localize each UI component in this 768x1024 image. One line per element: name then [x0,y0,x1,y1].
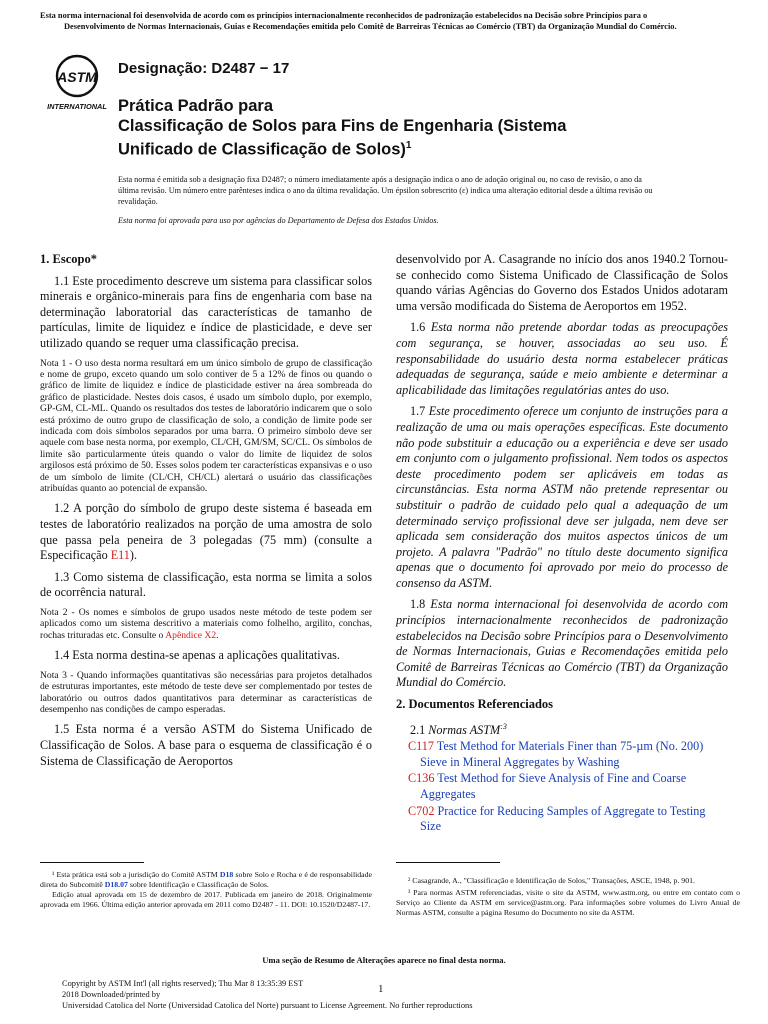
footnote-2: ² Casagrande, A., "Classificação e Identificação de Solos," Transações, ASCE, 1948, p. 901. [408,876,695,885]
footnote-divider-left [40,862,144,863]
note-1: Nota 1 - O uso desta norma resultará em um único símbolo de grupo de classificação e nome de grupo, exceto quando um solo contiver de 5 a 12% de finos ou quando o gráfico de limite de liquidez e índice de plasticidade estiver na área sombreada do gráfico de plasticidade. Nestes dois casos, é usado um símbolo duplo, por exemplo, GP-GM, CL-ML. Quando os resultados dos testes de laboratório indicarem que o solo está próximo de outro grupo de classificação de solo, a condição de limite pode ser indicada com dois símbolos separados por uma barra. O primeiro símbolo deve ser aquele com base nesta norma, por exemplo, CL/CH, GM/SM, SC/CL. Os símbolos de limite são particularmente úteis quando o valor do limite de liquidez de solos argilosos está próximo de 50. Esses solos podem ter características expansivas e o uso de um símbolo de limite (CL/CH, CH/CL) alertará o usuário das classificações atribuídas quanto ao potencial de expansão. [40,357,372,495]
summary-of-changes-notice: Uma seção de Resumo de Alterações aparece no final desta norma. [262,955,506,965]
document-title [118,96,678,160]
header-notice-line1: Esta norma internacional foi desenvolvida de acordo com os princípios internacionalmente reconhecidos de padronização estabelecidos na Decisão sobre Princípios para o [40,11,648,20]
footnote-1: ¹ Esta prática está sob a jurisdição do Comitê ASTM D18 sobre Solo e Rocha e é de responsabilidade direta do Subcomitê D18.07 sobre Identificação e Classificação de Solos. [40,870,372,889]
astm-logo [44,52,110,114]
copyright-line3: Universidad Catolica del Norte (Universidad Catolica del Norte) pursuant to License Agreement. No further reproductions [62,1001,473,1010]
ref-title-link[interactable]: Practice for Reducing Samples of Aggregate to Testing Size [420,803,706,834]
ref-title-link[interactable]: Test Method for Materials Finer than 75-µm (No. 200) Sieve in Mineral Aggregates by Washing [420,739,704,769]
footnote-divider-right [396,862,500,863]
link-appendix-x2[interactable]: Apêndice X2 [165,629,217,641]
title-line2: Classificação de Solos para Fins de Engenharia (Sistema [118,117,567,135]
footnote-3: ³ Para normas ASTM referenciadas, visite o site da ASTM, www.astm.org, ou entre em contato com o Serviço ao Cliente da ASTM em service@astm.org. Para informações sobre volumes do Livro Anual de Normas ASTM, consulte a página Resumo do Documento no site da ASTM. [396,888,740,917]
section-2-heading: 2. Documentos Referenciados [396,697,554,712]
link-d18[interactable]: D18 [219,870,234,879]
header-notice-line2: Desenvolvimento de Normas Internacionais, Guias e Recomendações emitida pelo Comitê de Barreiras Técnicas ao Comércio (TBT) da Organização Mundial do Comércio. [64,22,677,31]
footnote-1-edition: Edição atual aprovada em 15 de dezembro de 2017. Publicada em janeiro de 2018. Originalmente aprovada em 1966. Última edição anterior aprovada em 2011 como D2487 - 11. DOI: 10.1520/D2487-17. [40,890,372,909]
title-line3: Unificado de Classificação de Solos)$^1$ [118,140,412,159]
para-1-1: 1.1 Este procedimento descreve um sistema para classificar solos minerais e orgânico-minerais para fins de engenharia com base na determinação laboratorial das características de tamanho de partículas, limite de liquidez e índice de plasticidade, e deve ser utilizado quando se requer uma classificação precisa. [40,273,372,350]
right-column [396,252,728,836]
logo-subtext: INTERNATIONAL [47,102,107,111]
approval-statement: Esta norma foi aprovada para uso por agências do Departamento de Defesa dos Estados Unidos. [118,216,439,225]
link-e11[interactable]: E11 [110,548,130,563]
note-3: Nota 3 - Quando informações quantitativas são necessárias para projetos detalhados de estruturas importantes, este método de teste deve ser complementado por testes de laboratório ou outros dados quantitativos para determinar as características de desempenho nas condições de campo esperadas. [40,669,372,716]
header-notice [40,10,745,32]
link-d18-07[interactable]: D18.07 [104,880,128,889]
logo-text: ASTM [57,69,97,85]
reference-item [408,771,728,802]
note-2: Nota 2 - Os nomes e símbolos de grupo usados neste método de teste podem ser aplicados como um sistema descritivo a materiais como folhelho, argilito, conchas, rochas trituradas etc. Consulte o Apêndice X2. [40,607,372,641]
para-1-2: 1.2 A porção do símbolo de grupo deste sistema é baseada em testes de laboratório realizados na porção de uma amostra de solo que passa pela peneira de 3 polegadas (75 mm) (consulte a Especificação E11). [40,501,372,563]
ref-code-link[interactable]: C702 [408,803,435,818]
title-footnote-ref[interactable]: 1 [405,140,412,151]
para-1-8: 1.8 Esta norma internacional foi desenvolvida de acordo com princípios internacionalmente reconhecidos de padronização estabelecidos na Decisão sobre Princípios para o Desenvolvimento de Normas Internacionais, Guias e Recomendações emitida pelo Comitê de Barreiras Técnicas ao Comércio (TBT) da Organização Mundial do Comércio. [396,597,729,690]
title-line1: Prática Padrão para [118,97,273,115]
issuance-statement: Esta norma é emitida sob a designação fixa D2487; o número imediatamente após a designação indica o ano de adoção original ou, no caso de revisão, o ano da última revisão. Um número entre parênteses indica o ano da última revalidação. Um épsilon sobrescrito (ε) indica uma alteração editorial desde a última revisão ou revalidação. [118,175,653,206]
section-1-heading: 1. Escopo* [40,252,97,266]
designation: Designação: D2487 − 17 [118,60,290,77]
para-1-4: 1.4 Esta norma destina-se apenas a aplicações qualitativas. [54,648,340,663]
footnotes-right [396,876,740,918]
para-1-6: 1.6 Esta norma não pretende abordar todas as preocupações com segurança, se houver, associadas ao seu uso. É responsabilidade do usuário desta norma estabelecer práticas adequadas de segurança, saúde e meio ambiente e determinar a aplicabilidade das limitações regulatórias antes do uso. [396,320,728,397]
ref-title-link[interactable]: Test Method for Sieve Analysis of Fine and Coarse Aggregates [420,771,687,802]
ref-code-link[interactable]: C136 [408,771,435,786]
left-column [40,252,372,775]
para-1-5-continued: desenvolvido por A. Casagrande no início dos anos 1940.2 Tornou-se conhecido como Sistema Unificado de Classificação de Solos quando várias Agências do Governo dos Estados Unidos adotaram uma versão modificada do Sistema de Aeroportos em 1952. [396,252,728,313]
reference-item [408,739,728,770]
copyright-notice [62,978,662,1011]
para-1-5: 1.5 Esta norma é a versão ASTM do Sistema Unificado de Classificação de Solos. A base para o esquema de classificação é o Sistema de Classificação de Aeroportos [40,722,372,768]
copyright-line2: 2018 Downloaded/printed by [62,990,161,999]
para-1-7: 1.7 Este procedimento oferece um conjunto de instruções para a realização de uma ou mais operações específicas. Este documento não pode substituir a educação ou a experiência e deve ser usado em conjunto com o julgamento profissional. Nem todos os aspectos deste procedimento podem ser aplicáveis em todas as circunstâncias. Esta norma ASTM não pretende representar ou substituir o padrão de cuidado pelo qual a adequação de um determinado serviço profissional deve ser julgada, nem deve ser aplicada sem consideração dos muitos aspectos únicos de um projeto. A palavra "Padrão" no título deste documento significa apenas que o documento foi aprovado por meio do processo de consenso da ASTM. [396,404,729,590]
footnotes-left [40,870,372,910]
page-number: 1 [378,983,384,995]
reference-item [408,804,728,835]
ref-code-link[interactable]: C117 [408,739,434,754]
para-2-1: 2.1 Normas $ASTM^{:3}$ [410,721,507,737]
reference-list [396,739,728,835]
copyright-line1: Copyright by ASTM Int'l (all rights reserved); Thu Mar 8 13:35:39 EST [62,979,304,988]
para-1-3: 1.3 Como sistema de classificação, esta norma se limita a solos de ocorrência natural. [40,569,372,600]
